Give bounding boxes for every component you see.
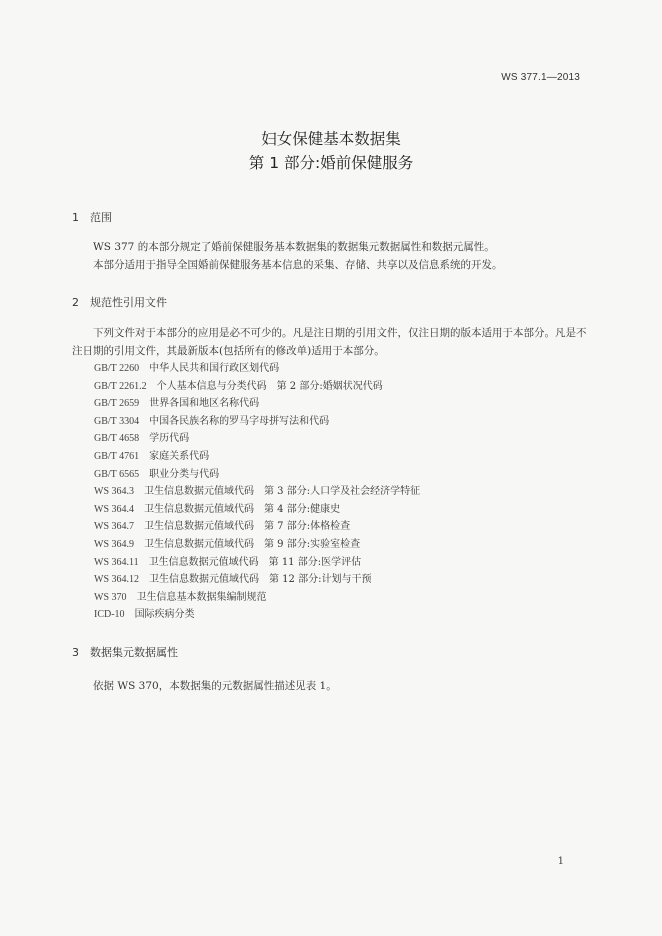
reference-item xyxy=(94,501,420,519)
reference-item xyxy=(94,589,420,607)
reference-item xyxy=(94,413,420,431)
reference-item xyxy=(94,571,420,589)
section-3-body xyxy=(72,677,592,695)
reference-code: WS 364.12 xyxy=(94,574,139,586)
reference-title: 世界各国和地区名称代码 xyxy=(149,398,260,410)
reference-code: WS 364.9 xyxy=(94,538,134,550)
reference-item xyxy=(94,466,420,484)
reference-title: 卫生信息基本数据集编制规范 xyxy=(136,591,267,603)
reference-title: 家庭关系代码 xyxy=(149,450,210,462)
section-number: 3 xyxy=(72,646,79,659)
reference-item xyxy=(94,554,420,572)
reference-code: GB/T 2261.2 xyxy=(94,380,147,392)
reference-title: 卫生信息数据元值域代码 第 11 部分:医学评估 xyxy=(148,556,362,568)
reference-title: 中华人民共和国行政区划代码 xyxy=(149,363,280,374)
reference-code: WS 364.7 xyxy=(94,521,134,533)
reference-title: 卫生信息数据元值域代码 第 9 部分:实验室检查 xyxy=(144,538,361,550)
section-title: 数据集元数据属性 xyxy=(90,646,178,659)
reference-code: GB/T 4658 xyxy=(94,433,140,445)
reference-item xyxy=(94,430,420,448)
section-number: 2 xyxy=(72,296,79,309)
title-line-2: 第 1 部分:婚前保健服务 xyxy=(248,154,414,172)
reference-item xyxy=(94,518,420,536)
reference-code: WS 364.4 xyxy=(94,503,134,515)
reference-item xyxy=(94,536,420,554)
reference-title: 国际疾病分类 xyxy=(134,609,195,621)
reference-item xyxy=(94,448,420,466)
reference-title: 卫生信息数据元值域代码 第 4 部分:健康史 xyxy=(144,503,341,515)
reference-code: WS 370 xyxy=(94,591,127,603)
reference-item xyxy=(94,395,420,413)
reference-item xyxy=(94,483,420,501)
paragraph: WS 377 的本部分规定了婚前保健服务基本数据集的数据集元数据属性和数据元属性。 xyxy=(93,241,495,253)
reference-title: 中国各民族名称的罗马字母拼写法和代码 xyxy=(149,415,330,427)
reference-title: 卫生信息数据元值域代码 第 3 部分:人口学及社会经济学特征 xyxy=(144,486,421,498)
document-title xyxy=(0,127,662,175)
reference-title: 职业分类与代码 xyxy=(149,468,220,480)
reference-code: GB/T 2260 xyxy=(94,363,140,374)
title-line-1: 妇女保健基本数据集 xyxy=(261,130,401,148)
page-number: 1 xyxy=(557,856,564,867)
reference-code: WS 364.11 xyxy=(94,556,139,568)
reference-code: GB/T 2659 xyxy=(94,398,140,410)
reference-title: 个人基本信息与分类代码 第 2 部分:婚姻状况代码 xyxy=(156,380,383,392)
section-title: 范围 xyxy=(90,211,112,224)
reference-list xyxy=(94,360,420,624)
section-2-heading xyxy=(72,294,167,310)
section-title: 规范性引用文件 xyxy=(90,296,167,309)
standard-code: WS 377.1—2013 xyxy=(501,72,580,83)
reference-code: ICD-10 xyxy=(94,609,125,621)
reference-title: 卫生信息数据元值域代码 第 12 部分:计划与干预 xyxy=(149,574,372,586)
reference-code: GB/T 3304 xyxy=(94,415,140,427)
reference-code: GB/T 4761 xyxy=(94,450,140,462)
reference-code: WS 364.3 xyxy=(94,486,134,498)
section-1-heading xyxy=(72,209,112,225)
reference-item xyxy=(94,378,420,396)
section-3-heading xyxy=(72,644,178,660)
reference-item xyxy=(94,606,420,624)
paragraph: 本部分适用于指导全国婚前保健服务基本信息的采集、存储、共享以及信息系统的开发。 xyxy=(93,259,503,271)
section-number: 1 xyxy=(72,211,79,224)
paragraph: 下列文件对于本部分的应用是必不可少的。凡是注日期的引用文件，仅注日期的版本适用于本部分。凡是不注日期的引用文件，其最新版本(包括所有的修改单)适用于本部分。 xyxy=(72,327,587,357)
reference-title: 学历代码 xyxy=(149,433,190,445)
paragraph: 依据 WS 370，本数据集的元数据属性描述见表 1。 xyxy=(93,680,337,692)
section-1-body xyxy=(72,238,592,274)
section-2-body xyxy=(72,324,592,360)
reference-title: 卫生信息数据元值域代码 第 7 部分:体格检查 xyxy=(144,521,351,533)
reference-item xyxy=(94,360,420,378)
reference-code: GB/T 6565 xyxy=(94,468,140,480)
